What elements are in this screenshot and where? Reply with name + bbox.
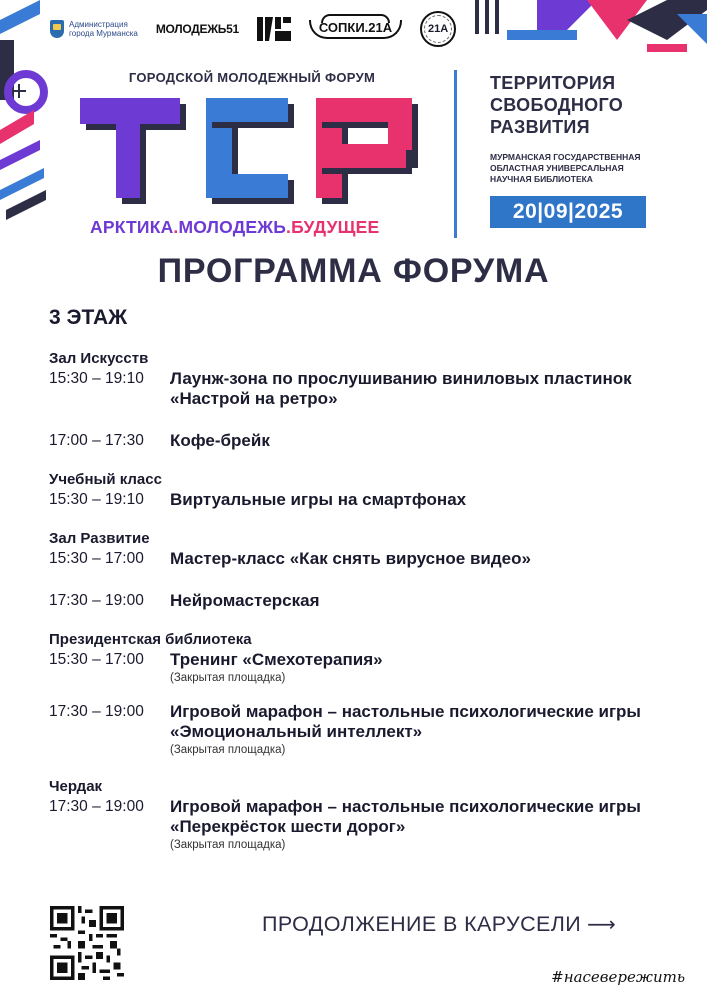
forum-tagline: АРКТИКА.МОЛОДЕЖЬ.БУДУЩЕЕ [90, 217, 380, 237]
tsr-logo [74, 98, 424, 213]
admin-logo-line2: города Мурманска [69, 29, 138, 38]
event-title: Нейромастерская [170, 591, 320, 610]
event-time: 17:00 – 17:30 [49, 432, 144, 449]
event-time: 15:30 – 19:10 [49, 491, 144, 508]
arrow-right-icon: ⟶ [587, 914, 617, 936]
library-line3: НАУЧНАЯ БИБЛИОТЕКА [490, 174, 593, 184]
hall-name: Президентская библиотека [49, 631, 252, 648]
event-title: Кофе-брейк [170, 431, 270, 450]
schedule-event [49, 431, 689, 451]
hall-name: Учебный класс [49, 471, 162, 488]
event-title: Игровой марафон – настольные психологические игры «Эмоциональный интеллект» [170, 702, 641, 741]
event-date-badge: 20|09|2025 [490, 196, 646, 228]
event-time: 15:30 – 19:10 [49, 370, 144, 387]
sopki-logo: СОПКИ.21А [309, 20, 402, 39]
tagline-future: БУДУЩЕЕ [291, 217, 380, 237]
event-title: Лаунж-зона по прослушиванию виниловых пластинок «Настрой на ретро» [170, 369, 632, 408]
tagline-youth: МОЛОДЕЖЬ [178, 217, 287, 237]
schedule [49, 350, 689, 853]
event-time: 17:30 – 19:00 [49, 592, 144, 609]
event-title: Мастер-класс «Как снять вирусное видео» [170, 549, 531, 568]
event-time: 17:30 – 19:00 [49, 798, 144, 815]
schedule-event [49, 549, 689, 569]
partner-square-logo [257, 17, 291, 41]
library-line2: ОБЛАСТНАЯ УНИВЕРСАЛЬНАЯ [490, 163, 624, 173]
schedule-event [49, 650, 689, 686]
event-title: Виртуальные игры на смартфонах [170, 490, 467, 509]
schedule-event [49, 591, 689, 611]
molodezh51-logo: МОЛОДЕЖЬ51 [155, 22, 239, 36]
partner-logos [50, 14, 460, 44]
forum-heading: ГОРОДСКОЙ МОЛОДЕЖНЫЙ ФОРУМ [128, 70, 376, 85]
schedule-event [49, 702, 689, 758]
event-title: Тренинг «Смехотерапия» [170, 650, 383, 669]
schedule-event [49, 369, 689, 409]
center-21a-logo [420, 11, 456, 47]
admin-murmansk-logo [50, 20, 138, 38]
library-line1: МУРМАНСКАЯ ГОСУДАРСТВЕННАЯ [490, 152, 641, 162]
decor-top-right [467, 0, 707, 70]
hall-name: Зал Развитие [49, 530, 150, 547]
event-time: 17:30 – 19:00 [49, 703, 144, 720]
schedule-event [49, 797, 689, 853]
schedule-section [49, 530, 689, 611]
event-note: (Закрытая площадка) [170, 839, 286, 851]
event-note: (Закрытая площадка) [170, 744, 286, 756]
territory-line1: ТЕРРИТОРИЯ [490, 73, 616, 93]
vertical-divider [454, 70, 457, 238]
crest-icon [50, 20, 64, 38]
admin-logo-line1: Администрация [69, 20, 128, 29]
tagline-arctic: АРКТИКА [90, 217, 174, 237]
schedule-event [49, 490, 689, 510]
schedule-section [49, 350, 689, 451]
program-title: ПРОГРАММА ФОРУМА [157, 252, 550, 290]
continue-label: ПРОДОЛЖЕНИЕ В КАРУСЕЛИ [262, 912, 582, 936]
qr-code[interactable] [50, 906, 124, 980]
event-title: Игровой марафон – настольные психологические игры «Перекрёсток шести дорог» [170, 797, 641, 836]
hall-name: Чердак [49, 778, 103, 795]
library-name [490, 152, 641, 185]
floor-label: 3 ЭТАЖ [49, 306, 128, 329]
center-21a-label: 21А [428, 23, 449, 35]
hashtag: #насевережить [551, 968, 685, 986]
territory-line2: СВОБОДНОГО [490, 95, 624, 115]
event-note: (Закрытая площадка) [170, 672, 286, 684]
schedule-section [49, 471, 689, 510]
event-time: 15:30 – 17:00 [49, 651, 144, 668]
schedule-section [49, 631, 689, 758]
continue-in-carousel [262, 912, 616, 937]
territory-line3: РАЗВИТИЯ [490, 117, 590, 137]
event-time: 15:30 – 17:00 [49, 550, 144, 567]
territory-title [490, 72, 623, 138]
schedule-section [49, 778, 689, 853]
hall-name: Зал Искусств [49, 350, 149, 367]
